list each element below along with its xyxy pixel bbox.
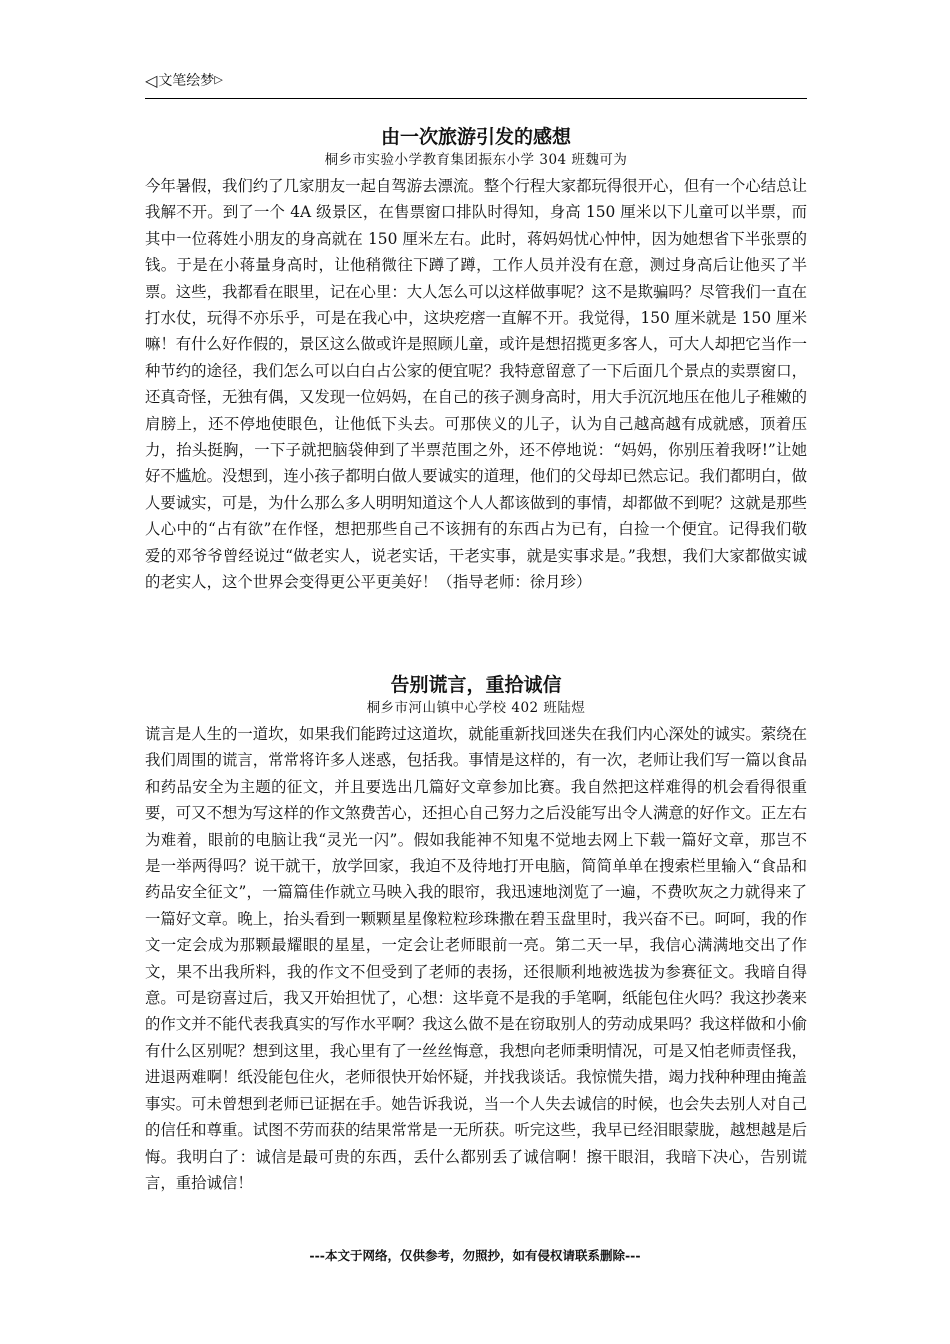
article-second <box>145 672 807 1196</box>
article-byline: 桐乡市河山镇中心学校 402 班陆煜 <box>366 700 586 716</box>
article-title: 告别谎言，重拾诚信 <box>390 674 562 696</box>
article-first <box>145 124 807 596</box>
article-title: 由一次旅游引发的感想 <box>380 126 571 148</box>
header-brand: 文笔绘梦 <box>158 73 215 89</box>
left-triangle-icon: ◁ <box>145 71 158 90</box>
article-byline: 桐乡市实验小学教育集团振东小学 304 班魏可为 <box>324 152 628 168</box>
right-triangle-icon: ▷ <box>214 73 223 86</box>
page-footer-disclaimer: ---本文于网络，仅供参考，勿照抄，如有侵权请联系删除--- <box>309 1248 641 1263</box>
article-body: 今年暑假，我们约了几家朋友一起自驾游去漂流。整个行程大家都玩得很开心，但有一个心结总让我解不开。到了一个 4A 级景区，在售票窗口排队时得知，身高 150 厘米以下儿童可以半票，而其中一位蒋姓小朋友的身高就在 150 厘米左右。此时，蒋妈妈忧心忡忡，因为她想省下半张票的钱。于是在小蒋量身高时，让他稍微往下蹲了蹲，工作人员并没有在意，测过身高后让他买了半票。这些，我都看在眼里，记在心里：大人怎么可以这样做事呢？这不是欺骗吗？尽管我们一直在打水仗，玩得不亦乐乎，可是在我心中，这块疙瘩一直解不开。我觉得，150 厘米就是 150 厘米嘛！有什么好作假的，景区这么做或许是照顾儿童，或许是想招揽更多客人，可大人却把它当作一种节约的途径，我们怎么可以白白占公家的便宜呢？我特意留意了一下后面几个景点的卖票窗口，还真奇怪，无独有偶，又发现一位妈妈，在自己的孩子测身高时，用大手沉沉地压在他儿子稚嫩的肩膀上，还不停地使眼色，让他低下头去。可那侠义的儿子，认为自己越高越有成就感，顶着压力，抬头挺胸，一下子就把脑袋伸到了半票范围之外，还不停地说：“妈妈，你别压着我呀!”让她好不尴尬。没想到，连小孩子都明白做人要诚实的道理，他们的父母却已然忘记。我们都明白，做人要诚实，可是，为什么那么多人明明知道这个人人都该做到的事情，却都做不到呢？这就是那些人心中的“占有欲”在作怪，想把那些自己不该拥有的东西占为已有，白捡一个便宜。记得我们敬爱的邓爷爷曾经说过“做老实人，说老实话，干老实事，就是实事求是。”我想，我们大家都做实诚的老实人，这个世界会变得更公平更美好！（指导老师：徐月珍） <box>145 177 807 592</box>
page-header <box>145 72 807 99</box>
article-body: 谎言是人生的一道坎，如果我们能跨过这道坎，就能重新找回迷失在我们内心深处的诚实。萦绕在我们周围的谎言，常常将许多人迷惑，包括我。事情是这样的，有一次，老师让我们写一篇以食品和药品安全为主题的征文，并且要选出几篇好文章参加比赛。我自然把这样难得的机会看得很重要，可又不想为写这样的作文煞费苦心，还担心自己努力之后没能写出令人满意的好作文。正左右为难着，眼前的电脑让我“灵光一闪”。假如我能神不知鬼不觉地去网上下载一篇好文章，那岂不是一举两得吗？说干就干，放学回家，我迫不及待地打开电脑，简简单单在搜索栏里输入“食品和药品安全征文”，一篇篇佳作就立马映入我的眼帘，我迅速地浏览了一遍，不费吹灰之力就得来了一篇好文章。晚上，抬头看到一颗颗星星像粒粒珍珠撒在碧玉盘里时，我兴奋不已。呵呵，我的作文一定会成为那颗最耀眼的星星，一定会让老师眼前一亮。第二天一早，我信心满满地交出了作文，果不出我所料，我的作文不但受到了老师的表扬，还很顺利地被选拔为参赛征文。我暗自得意。可是窃喜过后，我又开始担忧了，心想：这毕竟不是我的手笔啊，纸能包住火吗？我这抄袭来的作文并不能代表我真实的写作水平啊？我这么做不是在窃取别人的劳动成果吗？我这样做和小偷有什么区别呢？想到这里，我心里有了一丝丝悔意，我想向老师秉明情况，可是又怕老师责怪我，进退两难啊！纸没能包住火，老师很快开始怀疑，并找我谈话。我惊慌失措，竭力找种种理由掩盖事实。可未曾想到老师已证据在手。她告诉我说，当一个人失去诚信的时候，也会失去别人对自己的信任和尊重。试图不劳而获的结果常常是一无所获。听完这些，我早已经泪眼蒙胧，越想越是后悔。我明白了：诚信是最可贵的东西，丢什么都别丢了诚信啊！擦干眼泪，我暗下决心，告别谎言，重拾诚信！ <box>145 725 807 1192</box>
